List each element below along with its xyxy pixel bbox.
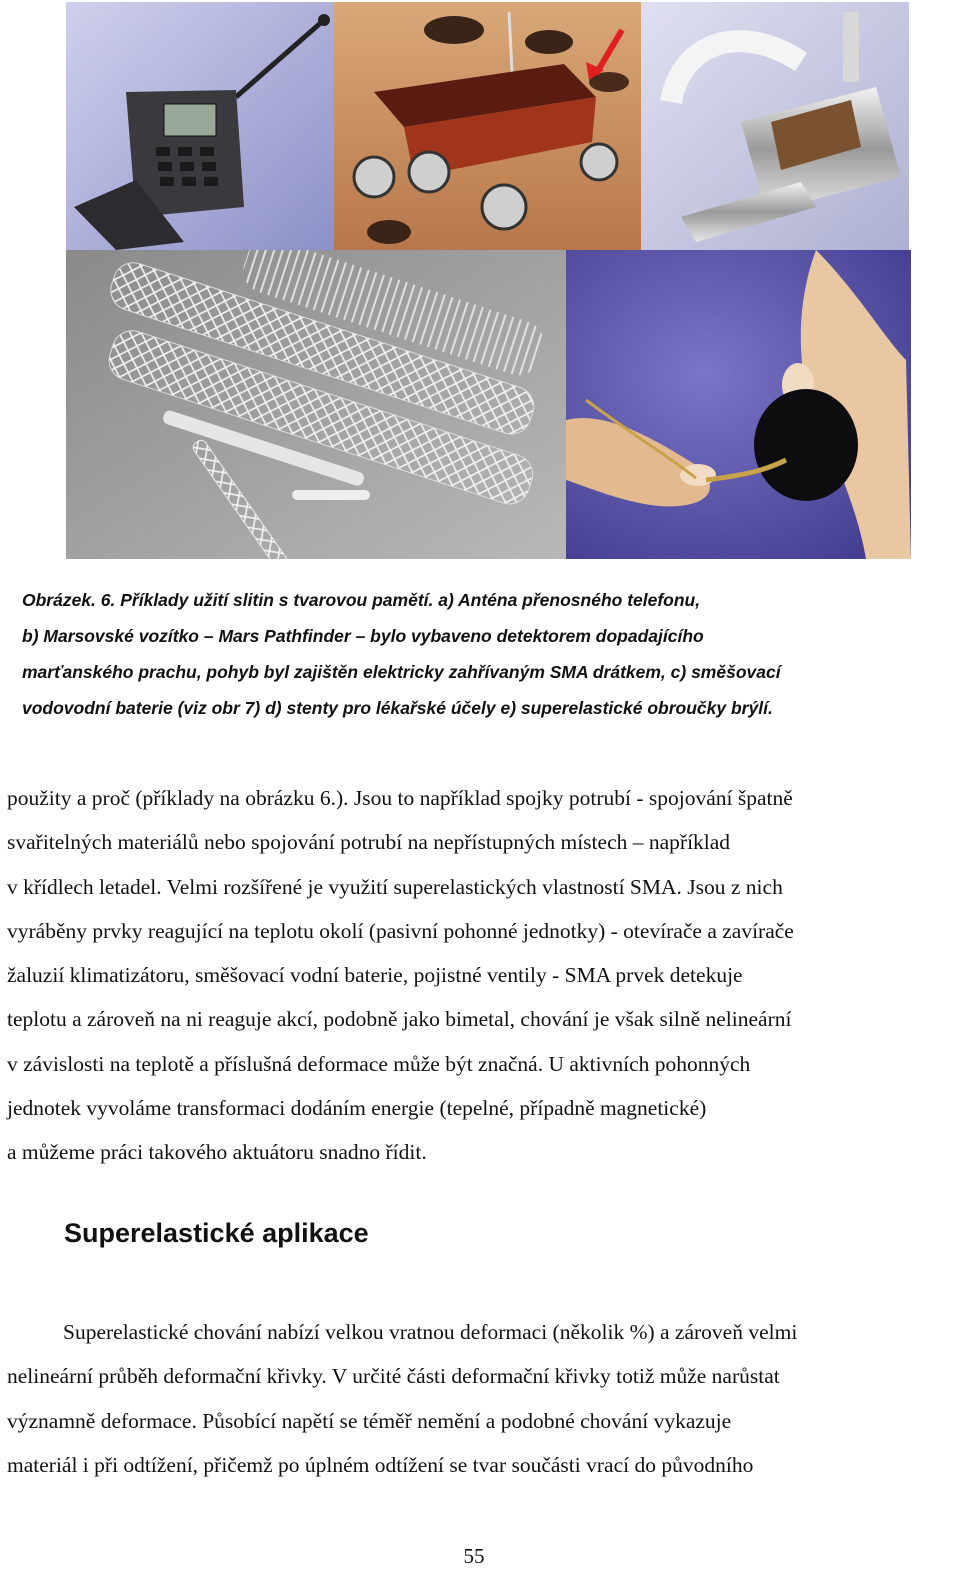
caption-line: marťanského prachu, pohyb byl zajištěn elektricky zahřívaným SMA drátkem, c) směšovací (22, 662, 781, 682)
medical-stents-photo (66, 250, 566, 559)
paragraph-line: jednotek vyvoláme transformaci dodáním energie (tepelné, případně magnetické) (7, 1096, 707, 1121)
paragraph-line: v křídlech letadel. Velmi rozšířené je využití superelastických vlastností SMA. Jsou z nich (7, 874, 783, 899)
paragraph-line: a můžeme práci takového aktuátoru snadno řídit. (7, 1140, 427, 1165)
page-number: 55 (463, 1544, 485, 1568)
body-paragraph-applications (7, 776, 952, 1175)
caption-line: b) Marsovské vozítko – Mars Pathfinder – bylo vybaveno detektorem dopadajícího (22, 626, 704, 646)
mars-pathfinder-rover-photo (334, 2, 641, 250)
paragraph-line: svařitelných materiálů nebo spojování potrubí na nepřístupných místech – například (7, 830, 731, 855)
paragraph-line: teplotu a zároveň na ni reaguje akcí, podobně jako bimetal, chování je však silně nelineární (7, 1007, 792, 1032)
paragraph-line: v závislosti na teplotě a příslušná deformace může být značná. U aktivních pohonných (7, 1051, 751, 1076)
paragraph-line: významně deformace. Působící napětí se téměř nemění a podobné chování vykazuje (7, 1408, 732, 1433)
caption-line: Obrázek. 6. Příklady užití slitin s tvarovou pamětí. a) Anténa přenosného telefonu, (22, 590, 701, 610)
paragraph-line: použity a proč (příklady na obrázku 6.). Jsou to například spojky potrubí - spojování špatně (7, 786, 793, 810)
paragraph-line: nelineární průběh deformační křivky. V určité části deformační křivky totiž může narůstat (7, 1364, 780, 1389)
body-paragraph-superelastic (7, 1310, 952, 1487)
mixing-faucet-cutaway-photo (641, 2, 909, 250)
paragraph-line: vyráběny prvky reagující na teplotu okolí (pasivní pohonné jednotky) - otevírače a zavírače (7, 918, 794, 943)
figure-caption (22, 582, 952, 726)
paragraph-line: žaluzií klimatizátoru, směšovací vodní baterie, pojistné ventily - SMA prvek detekuje (7, 963, 743, 988)
section-heading: Superelastické aplikace (64, 1218, 369, 1248)
mobile-phone-antenna-photo (66, 2, 334, 250)
caption-line: vodovodní baterie (viz obr 7) d) stenty pro lékařské účely e) superelastické obroučky brýlí. (22, 698, 773, 718)
paragraph-line: Superelastické chování nabízí velkou vratnou deformaci (několik %) a zároveň velmi (63, 1320, 798, 1344)
superelastic-eyeglass-frame-photo (566, 250, 911, 559)
paragraph-line: materiál i při odtížení, přičemž po úplném odtížení se tvar součásti vrací do původního (7, 1452, 754, 1477)
